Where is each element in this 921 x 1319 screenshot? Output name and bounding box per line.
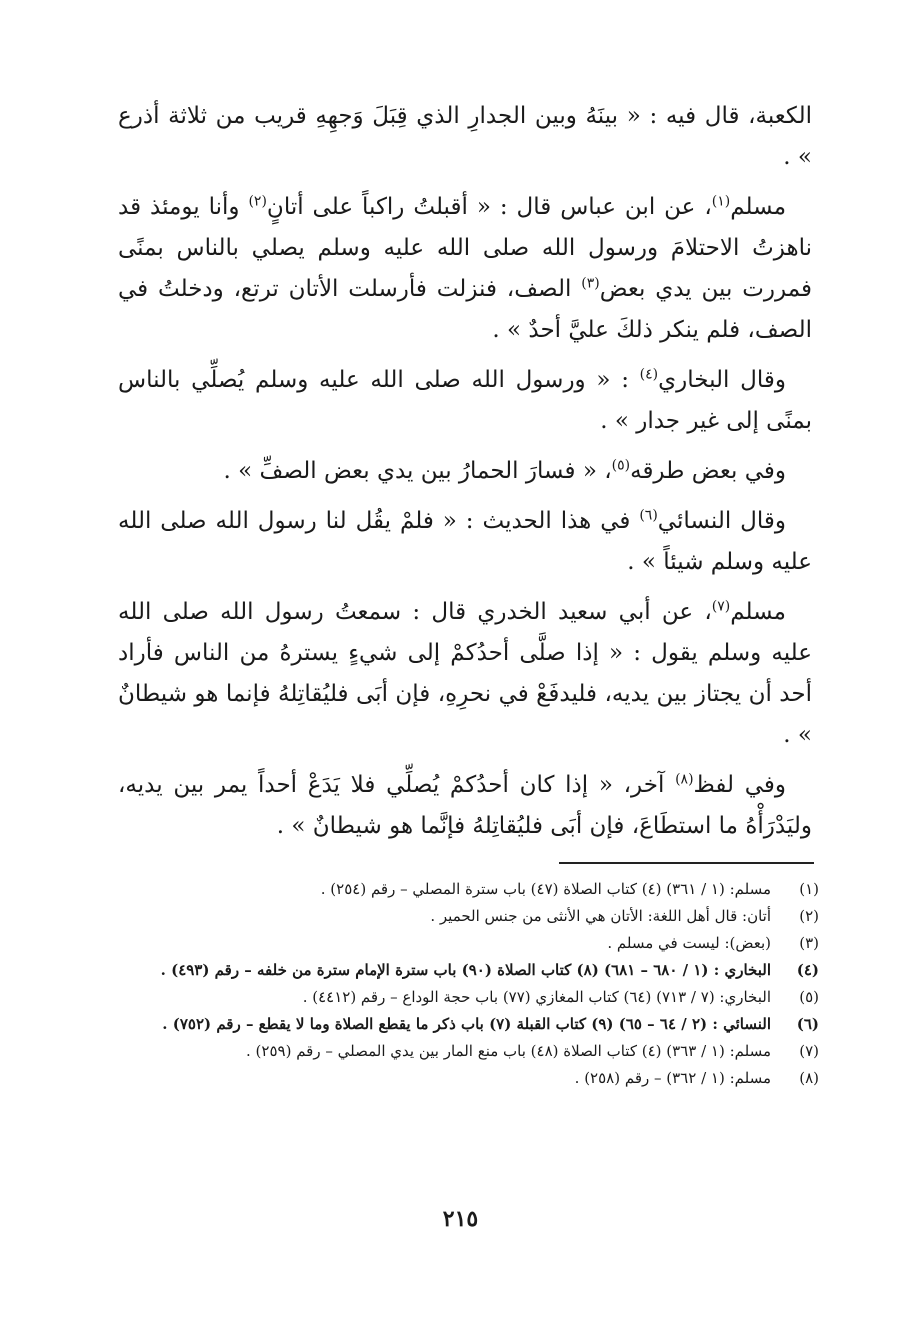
footnote-number: (٣) [799, 934, 819, 952]
footnote-number: (٦) [796, 1015, 819, 1033]
footnote-number: (٤) [796, 961, 819, 979]
footnote-text: مسلم: (١ / ٣٦٣) (٤) كتاب الصلاة (٤٨) باب منع المار بين يدي المصلي – رقم (٢٥٩) . [246, 1042, 771, 1060]
footnote-marker: (٢) [248, 193, 267, 210]
footnote-item [107, 984, 819, 1011]
footnote-item [107, 876, 819, 903]
footnote-text: مسلم: (١ / ٣٦٢) – رقم (٢٥٨) . [574, 1069, 771, 1087]
footnote-number: (٨) [799, 1069, 819, 1087]
body-paragraph [118, 501, 812, 583]
paragraph-text: وأنا يومئذ قد ناهزتُ الاحتلامَ ورسول الله صلى الله عليه وسلم يصلي بالناس بمنًى فمررت بين يدي بعض [118, 194, 812, 302]
paragraph-text: ، عن ابن عباس قال : « أقبلتُ راكباً على أتانٍ [266, 194, 712, 220]
footnote-marker: (١) [711, 193, 731, 210]
footnote-number: (٥) [799, 988, 819, 1006]
footnote-item [107, 957, 819, 984]
footnote-item [107, 1038, 819, 1065]
paragraph-text: في هذا الحديث : « فلمْ يقُل لنا رسول الله صلى الله عليه وسلم شيئاً » . [118, 508, 812, 575]
body-paragraph [118, 592, 812, 756]
footnote-item [107, 1011, 819, 1038]
paragraph-text: الكعبة، قال فيه : « بينَهُ وبين الجدارِ الذي قِبَلَ وَجهِهِ قريب من ثلاثة أذرع » . [118, 103, 812, 170]
paragraph-text: مسلم [730, 194, 787, 220]
footnote-item [107, 903, 819, 930]
paragraph-text: وفي لفظ [693, 772, 786, 798]
body-paragraph [118, 96, 812, 178]
main-text [118, 96, 812, 856]
footnote-item [107, 930, 819, 957]
footnote-number: (٢) [799, 907, 819, 925]
footnote-text: البخاري: (٧ / ٧١٣) (٦٤) كتاب المغازي (٧٧) باب حجة الوداع – رقم (٤٤١٢) . [302, 988, 771, 1006]
footnote-text: النسائي : (٢ / ٦٤ – ٦٥) (٩) كتاب القبلة (٧) باب ذكر ما يقطع الصلاة وما لا يقطع – رقم (٧٥٢) . [162, 1015, 771, 1033]
body-paragraph [118, 451, 812, 492]
paragraph-text: وفي بعض طرقه [630, 458, 786, 484]
footnote-text: البخاري : (١ / ٦٨٠ – ٦٨١) (٨) كتاب الصلاة (٩٠) باب سترة الإمام سترة من خلفه – رقم (٤٩٣) . [160, 961, 771, 979]
body-paragraph [118, 765, 812, 847]
footnote-marker: (٨) [675, 771, 694, 788]
footnote-text: مسلم: (١ / ٣٦١) (٤) كتاب الصلاة (٤٧) باب سترة المصلي – رقم (٢٥٤) . [320, 880, 771, 898]
paragraph-text: ، عن أبي سعيد الخدري قال : سمعتُ رسول الله صلى الله عليه وسلم يقول : « إذا صلَّى أحدُكمْ إلى شيءٍ يسترهُ من الناس فأراد أحد أن يجتاز بين يديه، فليدفَعْ في نحرِهِ، فإن أبَى فليُقاتِلهُ فإنما هو شيطانٌ » . [118, 599, 812, 748]
footnote-text: (بعض): ليست في مسلم . [607, 934, 771, 952]
footnotes-section [107, 876, 819, 1092]
paragraph-text: : « ورسول الله صلى الله عليه وسلم يُصلِّي بالناس بمنًى إلى غير جدار » . [118, 367, 812, 434]
footnote-item [107, 1065, 819, 1092]
footnote-marker: (٧) [711, 598, 731, 615]
paragraph-text: ، « فسارَ الحمارُ بين يدي بعض الصفِّ » . [223, 458, 612, 484]
body-paragraph [118, 360, 812, 442]
page-number: ٢١٥ [442, 1206, 479, 1232]
footnote-divider [559, 862, 814, 864]
paragraph-text: مسلم [730, 599, 786, 625]
footnote-text: أتان: قال أهل اللغة: الأتان هي الأنثى من جنس الحمير . [430, 907, 771, 925]
paragraph-text: آخر، « إذا كان أحدُكمْ يُصلِّي فلا يَدَعْ أحداً يمر بين يديه، وليَدْرَأْهُ ما استطَاعَ، فإن أبَى فليُقاتِلهُ فإنَّما هو شيطانٌ » . [118, 772, 812, 839]
paragraph-text: وقال البخاري [658, 367, 786, 393]
footnote-marker: (٥) [611, 457, 631, 474]
footnote-number: (٧) [799, 1042, 819, 1060]
footnote-marker: (٤) [639, 366, 659, 383]
footnote-number: (١) [799, 880, 819, 898]
footnote-marker: (٦) [639, 507, 658, 524]
paragraph-text: الصف، فنزلت فأرسلت الأتان ترتع، ودخلتُ في الصف، فلم ينكر ذلكَ عليَّ أحدٌ » . [118, 276, 812, 343]
paragraph-text: وقال النسائي [657, 508, 786, 534]
body-paragraph [118, 187, 812, 351]
footnote-marker: (٣) [581, 275, 600, 292]
